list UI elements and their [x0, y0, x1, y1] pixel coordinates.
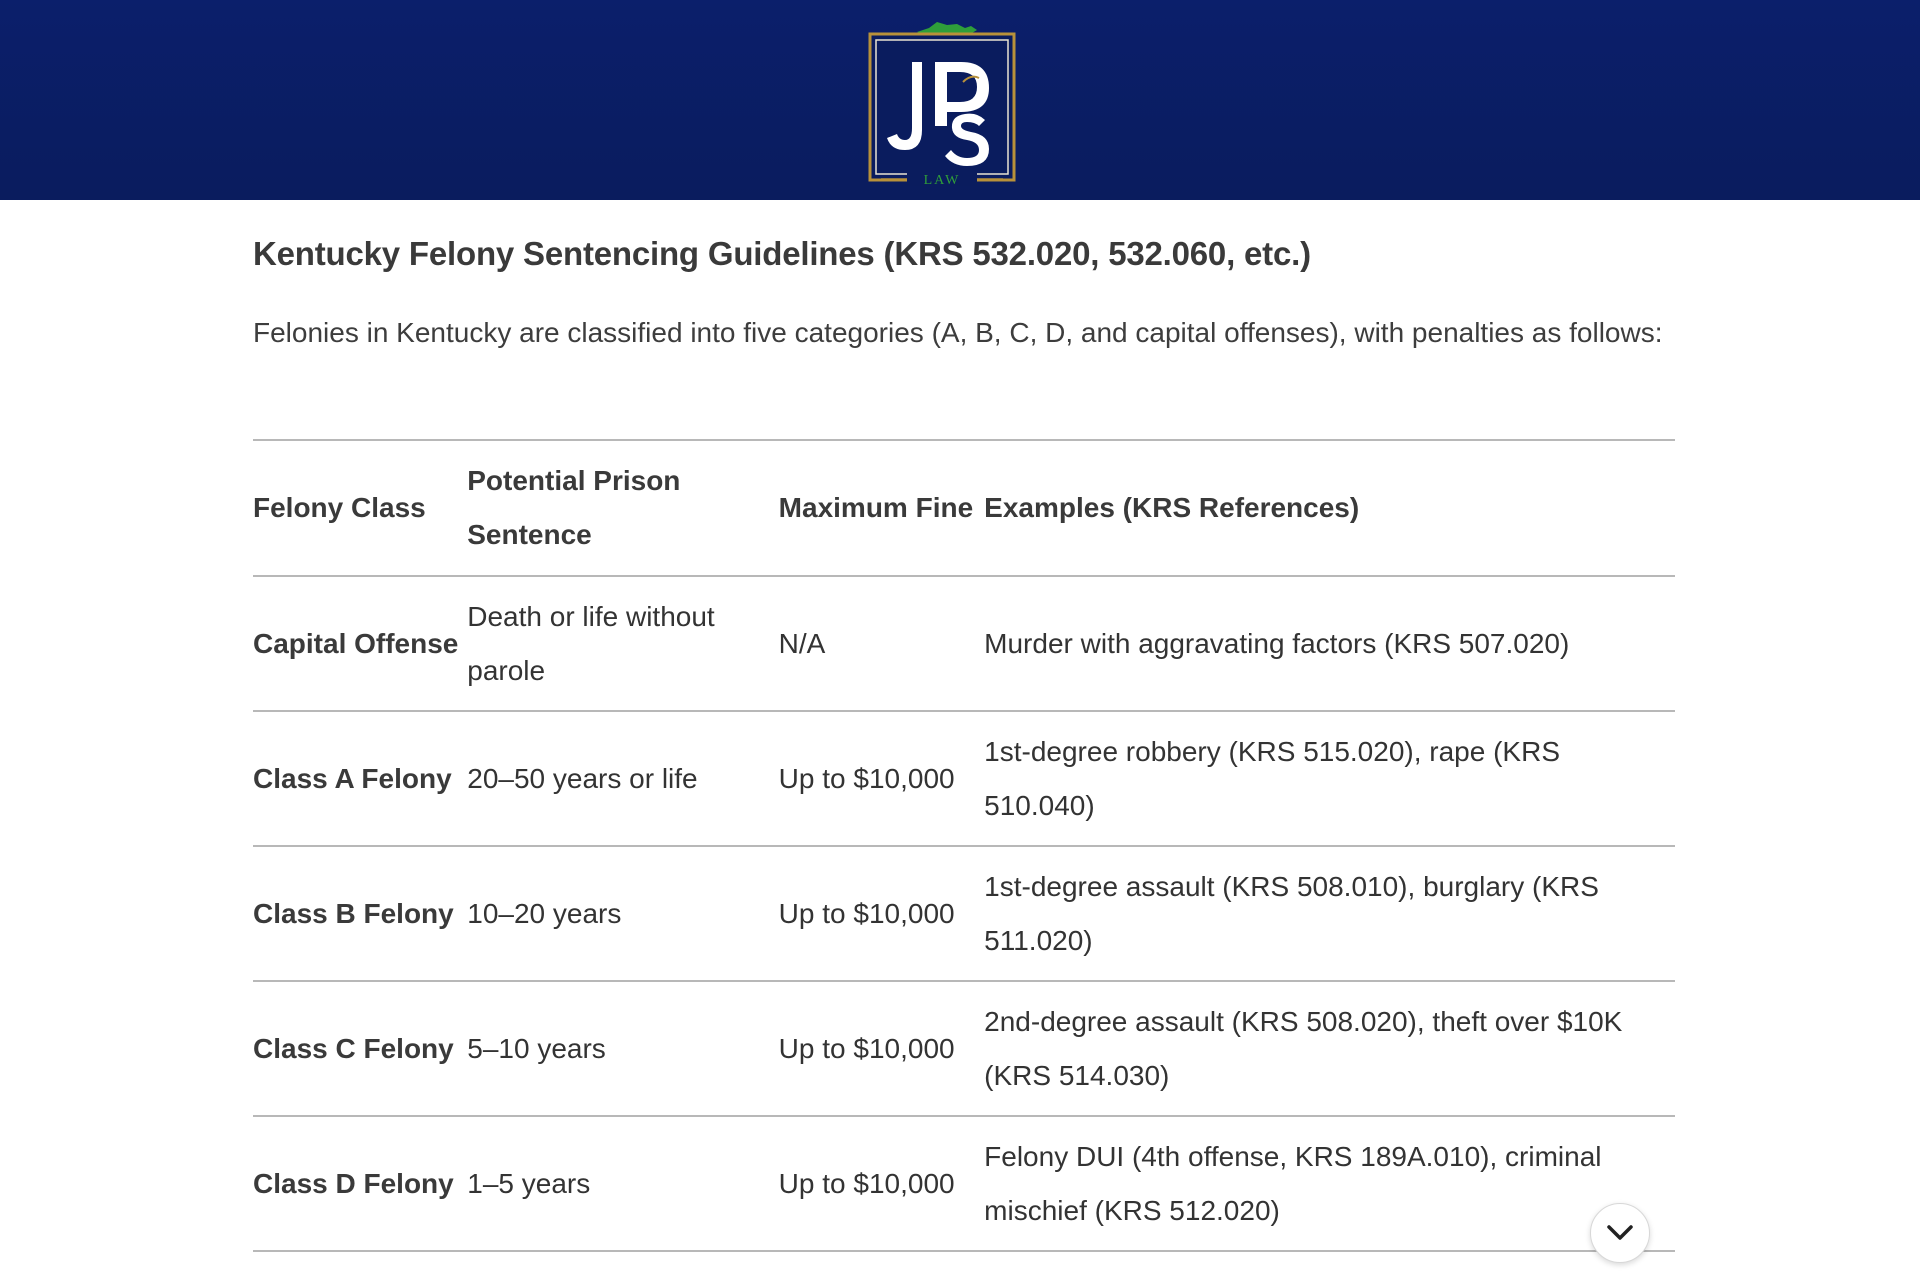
- cell-felony-class: Class A Felony: [253, 762, 452, 794]
- cell-fine: Up to $10,000: [778, 1032, 955, 1064]
- article: [253, 200, 1675, 1226]
- cell-fine: Up to $10,000: [778, 762, 955, 794]
- cell-felony-class: Capital Offense: [253, 627, 459, 659]
- table-header-row: [253, 440, 1675, 576]
- cell-sentence: 20–50 years or life: [467, 762, 698, 794]
- header-examples: Examples (KRS References): [984, 492, 1360, 523]
- cell-examples: Felony DUI (4th offense, KRS 189A.010), criminal mischief (KRS 512.020): [984, 1140, 1602, 1226]
- cell-fine: Up to $10,000: [778, 897, 955, 929]
- page-title: Kentucky Felony Sentencing Guidelines (KRS 532.020, 532.060, etc.): [253, 235, 1311, 272]
- table-row: [253, 576, 1675, 711]
- cell-examples: 1st-degree assault (KRS 508.010), burglary (KRS 511.020): [984, 870, 1599, 956]
- header-maximum-fine: Maximum Fine: [778, 492, 974, 523]
- intro-paragraph: Felonies in Kentucky are classified into five categories (A, B, C, D, and capital offenses), with penalties as follows:: [253, 317, 1663, 348]
- cell-sentence: Death or life without parole: [467, 600, 715, 686]
- cell-sentence: 10–20 years: [467, 897, 622, 929]
- table-row: [253, 1116, 1675, 1251]
- cell-fine: N/A: [778, 627, 826, 659]
- logo-subtext: LAW: [923, 173, 961, 186]
- header-prison-sentence: Potential Prison Sentence: [467, 465, 681, 550]
- cell-examples: Murder with aggravating factors (KRS 507.020): [984, 627, 1570, 659]
- table-row: [253, 711, 1675, 846]
- cell-felony-class: Class C Felony: [253, 1032, 454, 1064]
- header-felony-class: Felony Class: [253, 492, 426, 523]
- cell-examples: 1st-degree robbery (KRS 515.020), rape (KRS 510.040): [984, 735, 1561, 821]
- table-row: [253, 981, 1675, 1116]
- scroll-down-button[interactable]: [1590, 1203, 1650, 1263]
- jps-law-logo[interactable]: [867, 22, 1017, 186]
- cell-examples: 2nd-degree assault (KRS 508.020), theft over $10K (KRS 514.030): [984, 1005, 1623, 1091]
- table-row: [253, 846, 1675, 981]
- cell-sentence: 5–10 years: [467, 1032, 606, 1064]
- site-header: [0, 0, 1920, 200]
- cell-fine: Up to $10,000: [778, 1167, 955, 1199]
- sentencing-table: [253, 439, 1675, 1252]
- cell-felony-class: Class B Felony: [253, 897, 454, 929]
- cell-felony-class: Class D Felony: [253, 1167, 454, 1199]
- cell-sentence: 1–5 years: [467, 1167, 591, 1199]
- chevron-down-icon: [1606, 1224, 1634, 1242]
